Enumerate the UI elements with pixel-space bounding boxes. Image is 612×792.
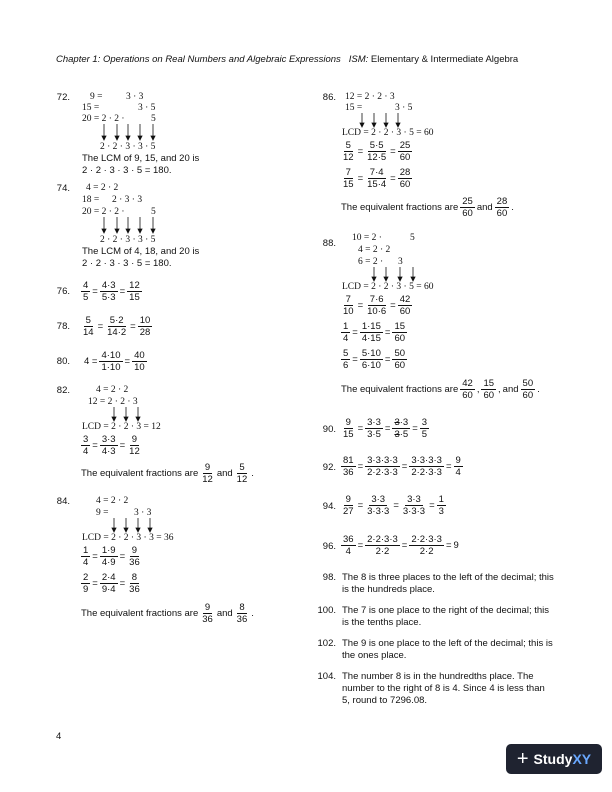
equation: $\frac{7}{10}$ = $\frac{7\cdot 6}{10\cdot 6}$ = $\frac{42}{60}$ <box>343 294 411 317</box>
lcd-line: LCD = 2 · 2 · 3 = 12 <box>82 422 161 432</box>
fraction: $\frac{9}{15}$ <box>343 417 354 440</box>
answer-line: The equivalent fractions are $\frac{9}{12}$ and $\frac{5}{12}$ . <box>81 462 254 485</box>
fraction: $\frac{3}{5}$ <box>421 417 428 440</box>
problem-number: 102. <box>317 638 336 649</box>
fraction: $\frac{9}{4}$ <box>455 455 461 478</box>
fraction: $\frac{28}{60}$ <box>399 167 411 190</box>
factor-line: 9 = <box>96 508 109 518</box>
factor-line: 2 · 2 · 3 · 3 · 5 <box>100 235 156 245</box>
factor-line: 3 <box>398 257 403 267</box>
equation: 4 = $\frac{4\cdot 10}{1\cdot 10}$ = $\frac{40}{10}$ <box>84 350 145 373</box>
factor-line: 10 = 2 · <box>352 233 382 243</box>
fraction: $\frac{4}{5}$ <box>83 280 89 303</box>
equation: $\frac{7}{15}$ = $\frac{7\cdot 4}{15\cdot 4}$ = $\frac{28}{60}$ <box>343 167 411 190</box>
problem-number: 84. <box>56 496 70 507</box>
equation: $\frac{3}{4}$ = $\frac{3\cdot 3}{4\cdot 3}$ = $\frac{9}{12}$ <box>83 434 140 457</box>
fraction: $\frac{5\cdot 5}{12\cdot 5}$ <box>367 140 387 163</box>
plus-icon: + <box>516 747 529 770</box>
fraction: $\frac{5}{14}$ <box>83 315 94 338</box>
text-answer: The number 8 is in the hundredths place. The number to the right of 8 is 4. Since 4 is less than 5, round to 7296.08. <box>342 671 545 706</box>
fraction: $\frac{2\cdot 4}{9\cdot 4}$ <box>101 572 116 595</box>
text-answer: The 8 is three places to the left of the decimal; this is the hundreds place. <box>342 572 554 595</box>
page-header <box>56 54 518 65</box>
ism-label: ISM: <box>348 54 369 65</box>
fraction: $\frac{1}{4}$ <box>343 321 349 344</box>
page-number: 4 <box>56 731 62 742</box>
fraction: $\frac{3\cdot 3}{3\cdot 5}$ <box>394 417 409 440</box>
fraction: $\frac{3\cdot 3\cdot 3\cdot 3}{2\cdot 2\cdot 3\cdot 3}$ <box>367 455 398 478</box>
problem-number: 82. <box>56 385 70 396</box>
fraction: $\frac{4\cdot 3}{5\cdot 3}$ <box>101 280 116 303</box>
equation: $\frac{9}{27}$ = $\frac{3\cdot 3}{3\cdot 3\cdot 3}$ = $\frac{3\cdot 3}{3\cdot 3\cdot 3}$ = $\frac{1}{3}$ <box>343 494 444 517</box>
factor-line: 2 · 3 · 3 <box>112 195 143 205</box>
factor-arrows <box>358 113 418 129</box>
fraction: $\frac{81}{36}$ <box>343 455 354 478</box>
brand-suffix: XY <box>572 751 592 767</box>
factor-line: 15 = <box>82 103 100 113</box>
problem-number: 80. <box>56 356 70 367</box>
factor-line: 4 = 2 · 2 <box>96 385 129 395</box>
problem-number: 86. <box>322 92 336 103</box>
brand-name: Study <box>533 751 573 767</box>
fraction: $\frac{12}{15}$ <box>129 280 140 303</box>
text-line: The LCM of 4, 18, and 20 is <box>82 246 200 257</box>
fraction: $\frac{50}{60}$ <box>394 348 406 371</box>
fraction: $\frac{9}{36}$ <box>202 602 213 625</box>
factor-line: 3 · 3 <box>134 508 152 518</box>
answer-line: The equivalent fractions are $\frac{9}{36}$ and $\frac{8}{36}$ . <box>81 602 254 625</box>
factor-line: 3 · 5 <box>395 103 413 113</box>
factor-line: 2 · 2 · 3 · 3 · 5 <box>100 142 156 152</box>
problem-number: 104. <box>317 671 336 682</box>
text-line: 2 · 2 · 3 · 3 · 5 = 180. <box>82 258 172 269</box>
lcd-line: LCD = 2 · 2 · 3 · 5 = 60 <box>342 128 434 138</box>
fraction: $\frac{5\cdot 2}{14\cdot 2}$ <box>107 315 127 338</box>
fraction: $\frac{15}{60}$ <box>394 321 406 344</box>
problem-number: 100. <box>317 605 336 616</box>
fraction: $\frac{1\cdot 9}{4\cdot 9}$ <box>101 545 116 568</box>
fraction: $\frac{7\cdot 4}{15\cdot 4}$ <box>367 167 387 190</box>
equation: $\frac{4}{5}$ = $\frac{4\cdot 3}{5\cdot 3}$ = $\frac{12}{15}$ <box>83 280 140 303</box>
factor-line: 4 = 2 · 2 <box>86 183 119 193</box>
fraction: $\frac{3\cdot 3}{3\cdot 3\cdot 3}$ <box>402 494 426 517</box>
factor-line: 5 <box>151 114 156 124</box>
fraction: $\frac{1}{3}$ <box>438 494 444 517</box>
problem-number: 76. <box>56 286 70 297</box>
fraction: $\frac{4\cdot 10}{1\cdot 10}$ <box>101 350 121 373</box>
factor-line: 18 = <box>82 195 100 205</box>
factor-line: 12 = 2 · 2 · 3 <box>345 92 395 102</box>
text-answer: The 7 is one place to the right of the decimal; this is the tenths place. <box>342 605 550 628</box>
fraction: $\frac{1}{4}$ <box>83 545 89 568</box>
fraction: $\frac{5}{6}$ <box>343 348 349 371</box>
factor-line: 12 = 2 · 2 · 3 <box>88 397 138 407</box>
lcd-line: LCD = 2 · 2 · 3 · 3 = 36 <box>82 533 174 543</box>
equation: $\frac{5}{6}$ = $\frac{5\cdot 10}{6\cdot 10}$ = $\frac{50}{60}$ <box>343 348 406 371</box>
problem-number: 88. <box>322 238 336 249</box>
factor-line: 9 = <box>90 92 103 102</box>
fraction: $\frac{36}{4}$ <box>343 534 354 557</box>
text-answer: The 9 is one place to the left of the decimal; this is the ones place. <box>342 638 553 661</box>
fraction: $\frac{3\cdot 3}{3\cdot 3\cdot 3}$ <box>367 494 390 517</box>
factor-line: 6 = 2 · <box>358 257 384 267</box>
equation: $\frac{5}{12}$ = $\frac{5\cdot 5}{12\cdot 5}$ = $\frac{25}{60}$ <box>343 140 411 163</box>
answer-line: The equivalent fractions are $\frac{42}{60}$ , $\frac{15}{60}$ , and $\frac{50}{60}$ . <box>341 378 540 401</box>
fraction: $\frac{8}{36}$ <box>129 572 140 595</box>
fraction: $\frac{15}{60}$ <box>483 378 495 401</box>
equation: $\frac{9}{15}$ = $\frac{3\cdot 3}{3\cdot 5}$ = $\frac{3\cdot 3}{3\cdot 5}$ = $\frac{3}{5}$ <box>343 417 428 440</box>
fraction: $\frac{3\cdot 3}{4\cdot 3}$ <box>101 434 116 457</box>
problem-number: 92. <box>322 462 336 473</box>
equation: $\frac{2}{9}$ = $\frac{2\cdot 4}{9\cdot 4}$ = $\frac{8}{36}$ <box>83 572 140 595</box>
factor-arrows <box>110 407 150 423</box>
factor-arrows <box>370 267 420 283</box>
factor-arrows <box>100 124 160 142</box>
fraction: $\frac{9}{27}$ <box>343 494 354 517</box>
problem-number: 72. <box>56 92 70 103</box>
equation: $\frac{1}{4}$ = $\frac{1\cdot 9}{4\cdot 9}$ = $\frac{9}{36}$ <box>83 545 140 568</box>
factor-line: 20 = 2 · 2 · <box>82 114 125 124</box>
text-line: 2 · 2 · 3 · 3 · 5 = 180. <box>82 165 172 176</box>
answer-line: The equivalent fractions are $\frac{25}{60}$ and $\frac{28}{60}$ . <box>341 196 514 219</box>
problem-number: 98. <box>322 572 336 583</box>
fraction: $\frac{5\cdot 10}{6\cdot 10}$ <box>361 348 381 371</box>
problem-number: 78. <box>56 321 70 332</box>
factor-line: 3 · 3 <box>126 92 144 102</box>
fraction: $\frac{40}{10}$ <box>134 350 145 373</box>
fraction: $\frac{10}{28}$ <box>139 315 151 338</box>
fraction: $\frac{9}{36}$ <box>129 545 140 568</box>
lcd-line: LCD = 2 · 2 · 3 · 5 = 60 <box>342 282 434 292</box>
fraction: $\frac{3}{4}$ <box>83 434 89 457</box>
problem-number: 94. <box>322 501 336 512</box>
equation: $\frac{5}{14}$ = $\frac{5\cdot 2}{14\cdot 2}$ = $\frac{10}{28}$ <box>83 315 151 338</box>
fraction: $\frac{7\cdot 6}{10\cdot 6}$ <box>367 294 387 317</box>
fraction: $\frac{5}{12}$ <box>343 140 354 163</box>
fraction: $\frac{25}{60}$ <box>462 196 473 219</box>
problem-number: 90. <box>322 424 336 435</box>
factor-line: 4 = 2 · 2 <box>358 245 391 255</box>
fraction: $\frac{8}{36}$ <box>236 602 248 625</box>
fraction: $\frac{3\cdot 3\cdot 3\cdot 3}{2\cdot 2\cdot 3\cdot 3}$ <box>411 455 442 478</box>
factor-line: 20 = 2 · 2 · <box>82 207 125 217</box>
factor-line: 15 = <box>345 103 363 113</box>
fraction: $\frac{25}{60}$ <box>399 140 411 163</box>
factor-line: 4 = 2 · 2 <box>96 496 129 506</box>
factor-line: 5 <box>410 233 415 243</box>
fraction: $\frac{5}{12}$ <box>236 462 248 485</box>
text-line: The LCM of 9, 15, and 20 is <box>82 153 200 164</box>
equation: $\frac{36}{4}$ = $\frac{2\cdot 2\cdot 3\cdot 3}{2\cdot 2}$ = $\frac{2\cdot 2\cdot 3\cdot 3}{2\cdot 2}$ = 9 <box>343 534 459 557</box>
problem-number: 96. <box>322 541 336 552</box>
factor-arrows <box>110 518 160 534</box>
fraction: $\frac{2\cdot 2\cdot 3\cdot 3}{2\cdot 2}$ <box>411 534 442 557</box>
fraction: $\frac{42}{60}$ <box>399 294 411 317</box>
studyxy-logo[interactable] <box>506 744 602 774</box>
factor-arrows <box>100 217 160 235</box>
factor-line: 3 · 5 <box>138 103 156 113</box>
fraction: $\frac{9}{12}$ <box>129 434 140 457</box>
fraction: $\frac{3\cdot 3}{3\cdot 5}$ <box>367 417 381 440</box>
fraction: $\frac{7}{10}$ <box>343 294 354 317</box>
equation: $\frac{81}{36}$ = $\frac{3\cdot 3\cdot 3\cdot 3}{2\cdot 2\cdot 3\cdot 3}$ = $\frac{3\cdot 3\cdot 3\cdot 3}{2\cdot 2\cdot 3\cdot 3}$ = $\frac{9}{4}$ <box>343 455 461 478</box>
problem-number: 74. <box>56 183 70 194</box>
chapter-title: Chapter 1: Operations on Real Numbers and Algebraic Expressions <box>56 54 341 65</box>
fraction: $\frac{28}{60}$ <box>496 196 508 219</box>
equation: $\frac{1}{4}$ = $\frac{1\cdot 15}{4\cdot 15}$ = $\frac{15}{60}$ <box>343 321 406 344</box>
fraction: $\frac{7}{15}$ <box>343 167 354 190</box>
factor-line: 5 <box>151 207 156 217</box>
fraction: $\frac{1\cdot 15}{4\cdot 15}$ <box>361 321 381 344</box>
fraction: $\frac{42}{60}$ <box>462 378 473 401</box>
book-title: Elementary & Intermediate Algebra <box>370 54 519 65</box>
fraction: $\frac{2\cdot 2\cdot 3\cdot 3}{2\cdot 2}$ <box>367 534 398 557</box>
fraction: $\frac{2}{9}$ <box>83 572 89 595</box>
fraction: $\frac{9}{12}$ <box>202 462 213 485</box>
fraction: $\frac{50}{60}$ <box>522 378 534 401</box>
